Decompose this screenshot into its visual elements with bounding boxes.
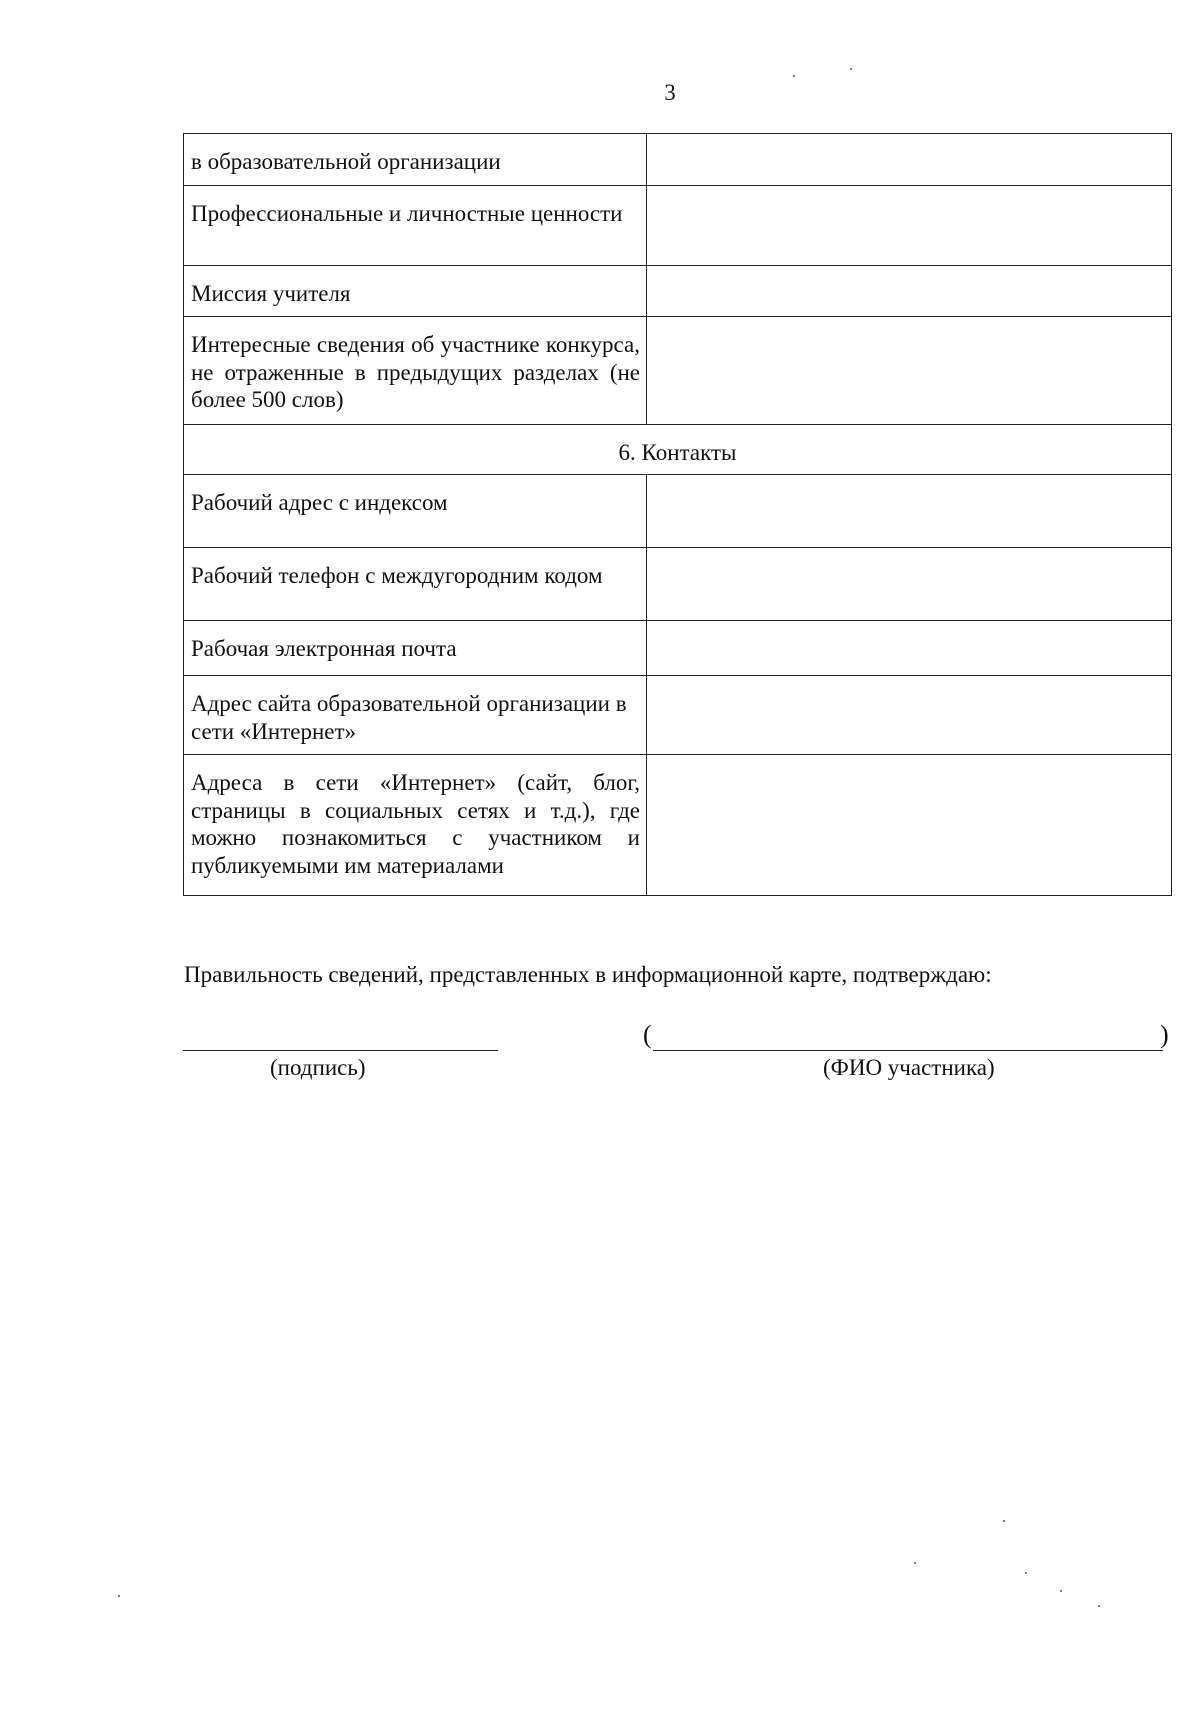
- signature-caption: (подпись): [270, 1055, 366, 1080]
- table-row: [184, 266, 1172, 317]
- participant-name-field[interactable]: [653, 1050, 1163, 1051]
- table-row: [184, 186, 1172, 266]
- field-value-work-email[interactable]: [647, 621, 1172, 676]
- table-row: [184, 621, 1172, 676]
- table-row: [184, 755, 1172, 896]
- scan-speck: [1060, 1590, 1062, 1592]
- field-label-work-address: Рабочий адрес с индексом: [184, 475, 647, 548]
- field-label-values: Профессиональные и личностные ценности: [184, 186, 647, 266]
- table-row: [184, 548, 1172, 621]
- scan-speck: [1025, 1572, 1027, 1574]
- table-row: [184, 676, 1172, 755]
- page-number: 3: [664, 80, 676, 105]
- section-header-contacts: 6. Контакты: [184, 425, 1172, 475]
- field-value-work-address[interactable]: [647, 475, 1172, 548]
- scan-speck: [1003, 1520, 1005, 1522]
- table-row: [184, 317, 1172, 425]
- field-label-organization: в образовательной организации: [184, 134, 647, 186]
- table-row: [184, 475, 1172, 548]
- section-row: [184, 425, 1172, 475]
- info-card-table: [183, 133, 1172, 896]
- scan-speck: [850, 68, 852, 70]
- field-value-work-phone[interactable]: [647, 548, 1172, 621]
- field-value-mission[interactable]: [647, 266, 1172, 317]
- field-value-organization[interactable]: [647, 134, 1172, 186]
- field-label-org-website: Адрес сайта образовательной организации в сети «Интернет»: [184, 676, 647, 755]
- table-row: [184, 134, 1172, 186]
- field-label-interesting-facts: Интересные сведения об участнике конкурса, не отраженные в предыдущих разделах (не более 500 слов): [184, 317, 647, 425]
- field-value-internet-addresses[interactable]: [647, 755, 1172, 896]
- field-value-org-website[interactable]: [647, 676, 1172, 755]
- field-label-work-phone: Рабочий телефон с междугородним кодом: [184, 548, 647, 621]
- fio-paren-open: (: [643, 1020, 652, 1049]
- scan-speck: [793, 75, 795, 77]
- signature-field[interactable]: [183, 1050, 498, 1051]
- field-label-work-email: Рабочая электронная почта: [184, 621, 647, 676]
- confirmation-text: Правильность сведений, представленных в информационной карте, подтверждаю:: [184, 962, 992, 987]
- field-value-interesting-facts[interactable]: [647, 317, 1172, 425]
- scan-speck: [118, 1595, 120, 1597]
- field-label-mission: Миссия учителя: [184, 266, 647, 317]
- scan-speck: [914, 1562, 916, 1564]
- fio-paren-close: ): [1160, 1020, 1169, 1049]
- scan-speck: [1098, 1605, 1100, 1607]
- field-label-internet-addresses: Адреса в сети «Интернет» (сайт, блог, страницы в социальных сетях и т.д.), где можно познакомиться с участником и публикуемыми им материалами: [184, 755, 647, 896]
- participant-name-caption: (ФИО участника): [823, 1055, 995, 1080]
- field-value-values[interactable]: [647, 186, 1172, 266]
